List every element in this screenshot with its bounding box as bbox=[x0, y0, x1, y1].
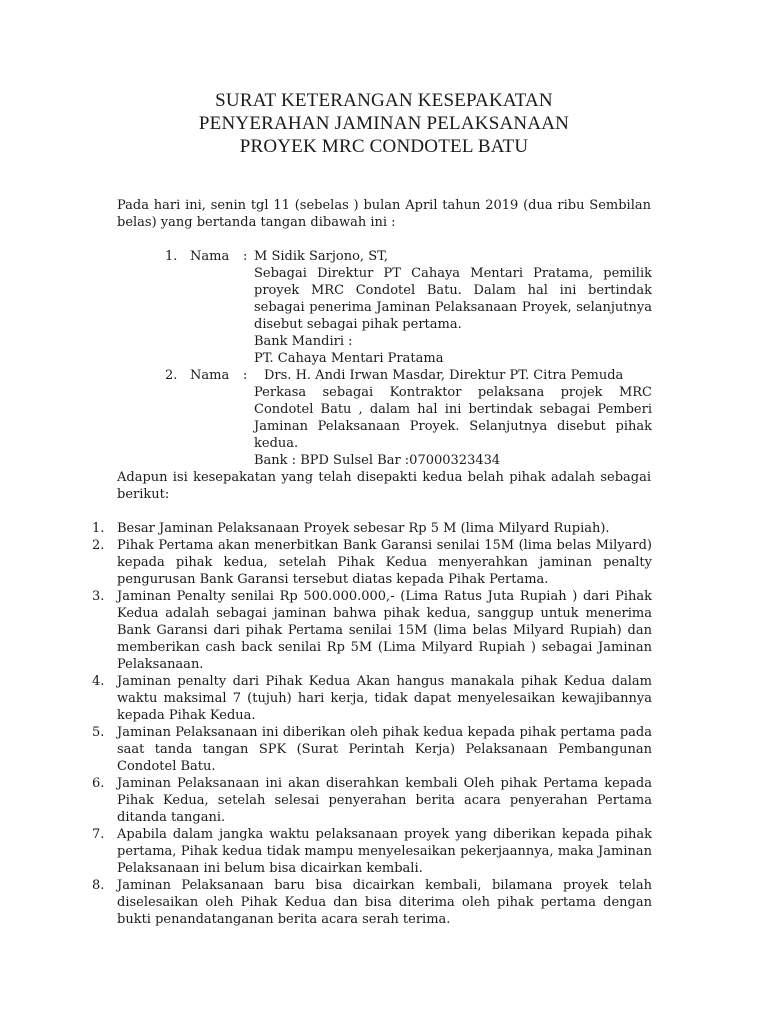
party-name: M Sidik Sarjono, ST, bbox=[254, 249, 388, 264]
title-line-3: PROYEK MRC CONDOTEL BATU bbox=[239, 136, 529, 157]
party-2-bank: Bank : BPD Sulsel Bar :07000323434 bbox=[254, 453, 501, 468]
party-item-1 bbox=[165, 248, 652, 367]
intro-paragraph: Pada hari ini, senin tgl 11 (sebelas ) bulan April tahun 2019 (dua ribu Sembilan belas) yang bertanda tangan dibawah ini : bbox=[117, 198, 651, 230]
term-text: Pihak Pertama akan menerbitkan Bank Garansi senilai 15M (lima belas Milyard) kepada pihak kedua, setelah Pihak Kedua menyerahkan jaminan penalty pengurusan Bank Garansi tersebut diatas kepada Pihak Pertama. bbox=[117, 538, 652, 587]
term-number: 6. bbox=[92, 776, 105, 791]
party-label: Nama bbox=[190, 249, 230, 264]
term-number: 8. bbox=[92, 878, 105, 893]
title-line-1: SURAT KETERANGAN KESEPAKATAN bbox=[215, 90, 553, 111]
term-text: Jaminan Pelaksanaan baru bisa dicairkan kembali, bilamana proyek telah diselesaikan oleh Pihak Kedua dan bisa diterima oleh pihak pertama dengan bukti penandatanganan berita acara serah terima. bbox=[117, 878, 652, 927]
party-item-2 bbox=[165, 367, 652, 469]
list-item bbox=[92, 588, 652, 673]
term-text: Jaminan Penalty senilai Rp 500.000.000,- (Lima Ratus Juta Rupiah ) dari Pihak Kedua adalah sebagai jaminan bahwa pihak kedua, sanggup untuk menerima Bank Garansi dari pihak Pertama senilai 15M (lima belas Milyard Rupiah) dan memberikan cash back senilai Rp 5M (Lima Milyard Rupiah ) sebagai Jaminan Pelaksanaan. bbox=[117, 589, 652, 672]
party-1-description: Sebagai Direktur PT Cahaya Mentari Pratama, pemilik proyek MRC Condotel Batu. Dalam hal ini bertindak sebagai penerima Jaminan Pelaksanaan Proyek, selanjutnya disebut sebagai pihak pertama. bbox=[254, 266, 652, 332]
term-number: 5. bbox=[92, 725, 105, 740]
list-item bbox=[92, 673, 652, 724]
term-text: Jaminan Pelaksanaan ini akan diserahkan kembali Oleh pihak Pertama kepada Pihak Kedua, setelah selesai penyerahan berita acara penyerahan Pertama ditanda tangani. bbox=[117, 776, 652, 825]
party-2-heading bbox=[165, 367, 652, 384]
term-number: 1. bbox=[92, 521, 105, 536]
list-item bbox=[92, 877, 652, 928]
term-text: Apabila dalam jangka waktu pelaksanaan proyek yang diberikan kepada pihak pertama, Pihak kedua tidak mampu menyelesaikan pekerjaannya, maka Jaminan Pelaksanaan ini belum bisa dicairkan kembali. bbox=[117, 827, 652, 876]
term-number: 7. bbox=[92, 827, 105, 842]
list-item bbox=[92, 520, 652, 537]
term-text: Jaminan Pelaksanaan ini diberikan oleh pihak kedua kepada pihak pertama pada saat tanda tangan SPK (Surat Perintah Kerja) Pelaksanaan Pembangunan Condotel Batu. bbox=[117, 725, 652, 774]
party-1-account: PT. Cahaya Mentari Pratama bbox=[254, 351, 444, 366]
party-label: Nama bbox=[190, 368, 230, 383]
term-number: 3. bbox=[92, 589, 105, 604]
term-number: 4. bbox=[92, 674, 105, 689]
list-item bbox=[92, 775, 652, 826]
term-text: Jaminan penalty dari Pihak Kedua Akan hangus manakala pihak Kedua dalam waktu maksimal 7 (tujuh) hari kerja, tidak dapat menyelesaikan kewajibannya kepada Pihak Kedua. bbox=[117, 674, 652, 723]
term-text: Besar Jaminan Pelaksanaan Proyek sebesar Rp 5 M (lima Milyard Rupiah). bbox=[117, 521, 610, 536]
party-name: Drs. H. Andi Irwan Masdar, Direktur PT. Citra Pemuda bbox=[264, 368, 624, 383]
party-2-description: Perkasa sebagai Kontraktor pelaksana projek MRC Condotel Batu , dalam hal ini bertindak sebagai Pemberi Jaminan Pelaksanaan Proyek. Selanjutnya disebut pihak kedua. bbox=[254, 385, 652, 451]
terms-list bbox=[92, 520, 652, 928]
list-item bbox=[92, 537, 652, 588]
party-colon: : bbox=[243, 249, 248, 264]
document-title bbox=[0, 89, 768, 158]
title-line-2: PENYERAHAN JAMINAN PELAKSANAAN bbox=[198, 113, 570, 134]
party-colon: : bbox=[243, 368, 248, 383]
parties-list bbox=[165, 248, 652, 469]
party-1-heading bbox=[165, 248, 652, 265]
agreement-intro: Adapun isi kesepakatan yang telah disepakti kedua belah pihak adalah sebagai berikut: bbox=[117, 470, 651, 502]
party-1-bank: Bank Mandiri : bbox=[254, 334, 353, 349]
list-item bbox=[92, 826, 652, 877]
term-number: 2. bbox=[92, 538, 105, 553]
list-item bbox=[92, 724, 652, 775]
party-number: 1. bbox=[165, 249, 178, 264]
party-number: 2. bbox=[165, 368, 178, 383]
